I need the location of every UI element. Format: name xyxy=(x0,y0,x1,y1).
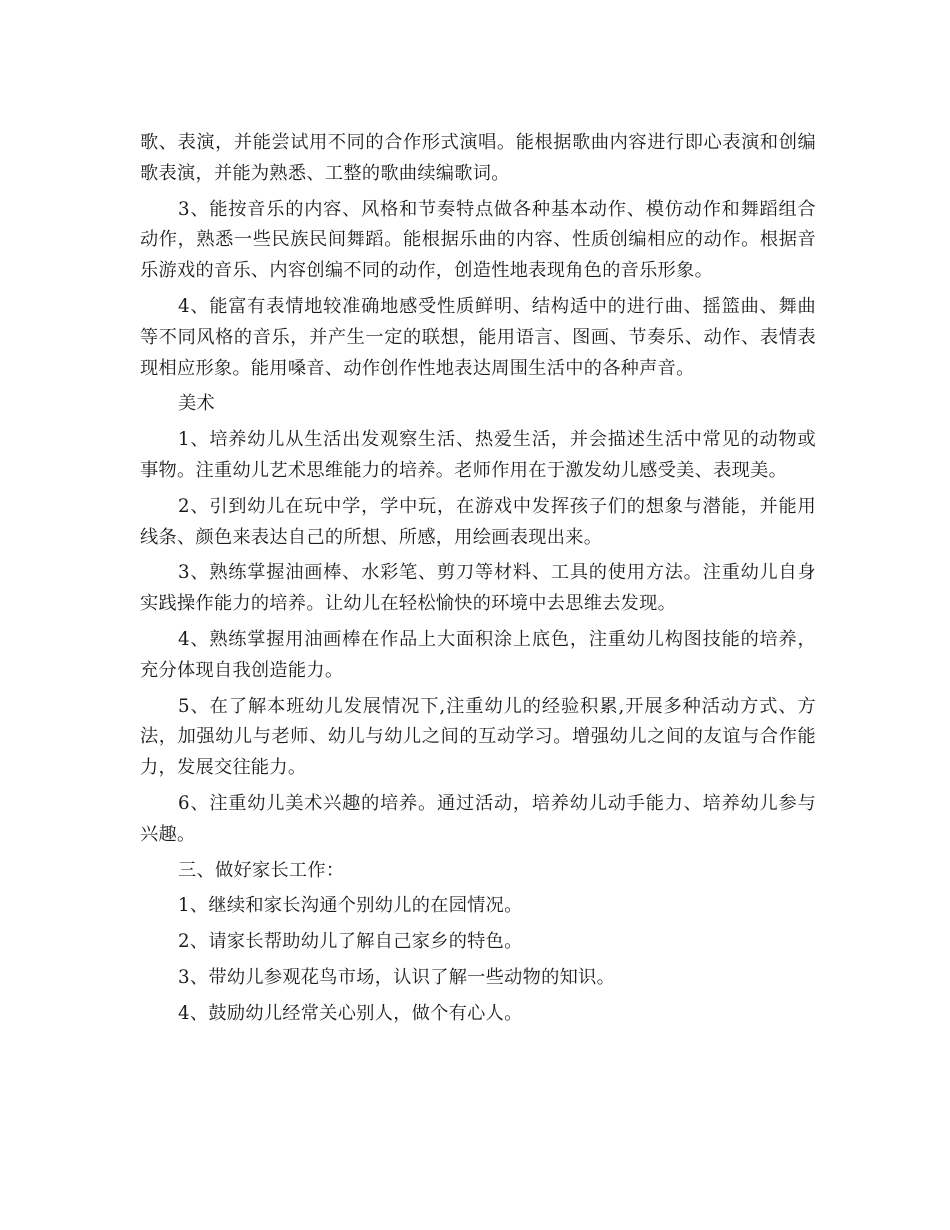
paragraph: 2、引到幼儿在玩中学，学中玩，在游戏中发挥孩子们的想象与潜能，并能用线条、颜色来表达自己的所想、所感，用绘画表现出来。 xyxy=(140,495,816,548)
list-item: 3、带幼儿参观花鸟市场，认识了解一些动物的知识。 xyxy=(178,966,616,988)
document-body xyxy=(140,128,816,1030)
paragraph: 1、培养幼儿从生活出发观察生活、热爱生活，并会描述生活中常见的动物或事物。注重幼儿艺术思维能力的培养。老师作用在于激发幼儿感受美、表现美。 xyxy=(140,429,816,481)
paragraph: 3、能按音乐的内容、风格和节奏特点做各种基本动作、模仿动作和舞蹈组合动作，熟悉一些民族民间舞蹈。能根据乐曲的内容、性质创编相应的动作。根据音乐游戏的音乐、内容创编不同的动作，创造性地表现角色的音乐形象。 xyxy=(140,198,816,282)
section-heading-art: 美术 xyxy=(178,393,215,415)
paragraph: 5、在了解本班幼儿发展情况下,注重幼儿的经验积累,开展多种活动方式、方法，加强幼儿与老师、幼儿与幼儿之间的互动学习。增强幼儿之间的友谊与合作能力，发展交往能力。 xyxy=(140,695,816,779)
list-item: 4、鼓励幼儿经常关心别人，做个有心人。 xyxy=(178,1002,523,1024)
section-heading-parent-work: 三、做好家长工作： xyxy=(178,859,345,881)
paragraph: 3、熟练掌握油画棒、水彩笔、剪刀等材料、工具的使用方法。注重幼儿自身实践操作能力的培养。让幼儿在轻松愉快的环境中去思维去发现。 xyxy=(140,562,816,615)
paragraph: 歌、表演，并能尝试用不同的合作形式演唱。能根据歌曲内容进行即心表演和创编歌表演，并能为熟悉、工整的歌曲续编歌词。 xyxy=(140,132,816,184)
paragraph: 6、注重幼儿美术兴趣的培养。通过活动，培养幼儿动手能力、培养幼儿参与兴趣。 xyxy=(140,792,816,845)
list-item: 2、请家长帮助幼儿了解自己家乡的特色。 xyxy=(178,931,523,953)
list-item: 1、继续和家长沟通个别幼儿的在园情况。 xyxy=(178,895,523,917)
paragraph: 4、能富有表情地较准确地感受性质鲜明、结构适中的进行曲、摇篮曲、舞曲等不同风格的音乐，并产生一定的联想，能用语言、图画、节奏乐、动作、表情表现相应形象。能用嗓音、动作创作性地表达周围生活中的各种声音。 xyxy=(140,295,816,379)
paragraph: 4、熟练掌握用油画棒在作品上大面积涂上底色，注重幼儿构图技能的培养，充分体现自我创造能力。 xyxy=(140,628,816,681)
